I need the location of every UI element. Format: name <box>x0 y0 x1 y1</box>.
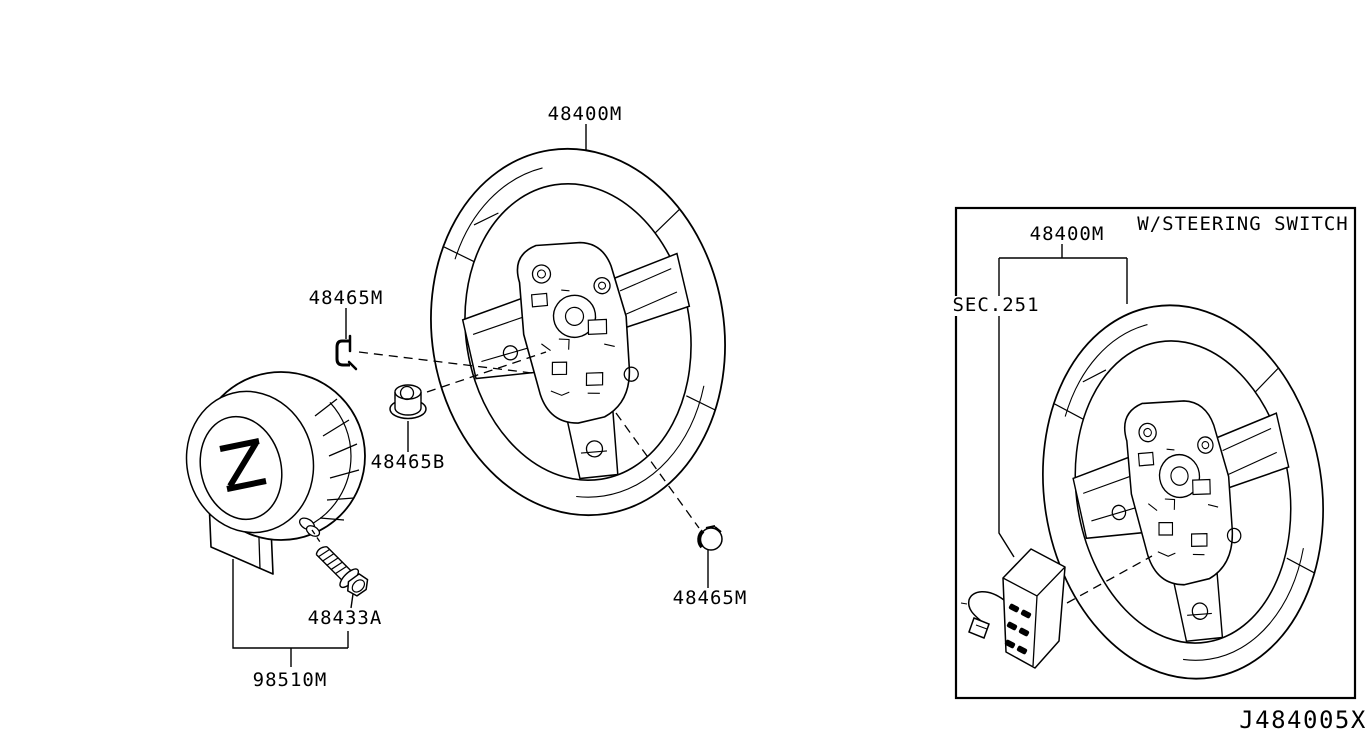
section-reference: SEC.251 <box>949 296 1042 316</box>
mounting-bolt-drawing <box>311 540 372 601</box>
inset-part-label-steering-wheel: 48400M <box>1029 223 1105 245</box>
inset-steering-wheel-drawing <box>1017 285 1350 699</box>
steering-switch-module-drawing <box>961 549 1065 668</box>
retainer-clip-top-drawing <box>337 336 356 369</box>
part-label-nut: 48465B <box>370 451 446 473</box>
diagram-code: J484005X <box>1239 706 1367 734</box>
part-label-airbag-module: 98510M <box>252 669 328 691</box>
part-label-clip-top: 48465M <box>308 287 384 309</box>
retainer-clip-bottom-drawing <box>699 526 722 550</box>
flange-nut-drawing <box>390 385 426 419</box>
inset-panel <box>956 208 1355 699</box>
part-label-clip-bottom: 48465M <box>672 587 748 609</box>
part-label-steering-wheel: 48400M <box>547 103 623 125</box>
inset-title: W/STEERING SWITCH <box>1137 213 1349 235</box>
part-label-bolt: 48433A <box>307 607 383 629</box>
airbag-module-drawing <box>172 372 365 574</box>
steering-wheel-drawing <box>405 127 751 536</box>
